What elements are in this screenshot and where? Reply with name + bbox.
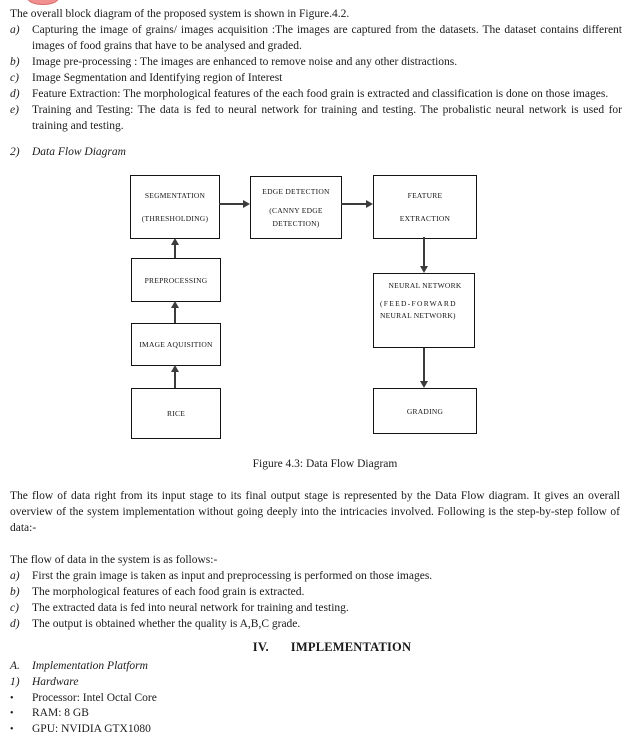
intro-line: The overall block diagram of the proposed system is shown in Figure.4.2. (10, 8, 350, 20)
heading-title: IMPLEMENTATION (290, 640, 412, 654)
list-text: The morphological features of each food grain is extracted. (32, 586, 305, 598)
bullet-text: RAM: 8 GB (32, 707, 89, 720)
arrowhead-right-icon (366, 200, 373, 208)
flow-item-b (10, 584, 622, 600)
box-label: (CANNY EDGE (269, 206, 323, 215)
arrow-preprocessing-to-segmentation (174, 244, 176, 258)
heading-number: IV. (252, 640, 269, 654)
bullet-processor (10, 691, 622, 707)
list-item-b (10, 54, 622, 70)
diagram-box-rice (131, 388, 221, 439)
list-text: The extracted data is fed into neural network for training and testing. (32, 602, 349, 614)
box-label: RICE (166, 409, 186, 418)
bullet-icon: • (10, 724, 14, 736)
arrow-imageaquisition-to-preprocessing (174, 307, 176, 323)
list-marker: d) (10, 618, 20, 630)
arrowhead-down-icon (420, 381, 428, 388)
list-item-e (10, 102, 622, 134)
diagram-box-edge-detection (250, 176, 342, 239)
list-item-a (10, 22, 622, 54)
diagram-box-feature-extraction (373, 175, 477, 239)
diagram-box-neural-network (373, 273, 475, 348)
list-marker: 1) (10, 675, 20, 688)
list-marker: a) (10, 24, 20, 36)
box-label: GRADING (406, 406, 444, 416)
list-marker: b) (10, 586, 20, 598)
list-item-c (10, 70, 622, 86)
arrowhead-down-icon (420, 266, 428, 273)
hardware-line (10, 675, 622, 691)
box-label: (FEED-FORWARD (380, 299, 457, 308)
bullet-icon: • (10, 692, 14, 704)
figure-caption: Figure 4.3: Data Flow Diagram (252, 458, 398, 470)
flow-item-a (10, 568, 622, 584)
list-text: Training and Testing: The data is fed to neural network for training and testing. The probalistic neural network is used for training and testing. (32, 104, 622, 132)
arrow-neural-to-grading (423, 348, 425, 382)
bullet-icon: • (10, 708, 14, 720)
intro-section (10, 6, 622, 160)
box-label: IMAGE AQUISITION (139, 340, 213, 349)
box-label: (THRESHOLDING) (141, 214, 209, 224)
section-marker: 2) (10, 146, 20, 158)
list-text: First the grain image is taken as input and preprocessing is performed on those images. (32, 570, 433, 582)
paragraph-dataflow-overview: The flow of data right from its input stage to its final output stage is represented by the Data Flow diagram. It gives an overall overview of the system implementation without going deeply into the intricacies involved. Following is the step-by-step follow of data:- (10, 490, 620, 534)
list-marker: e) (10, 104, 19, 116)
box-label: FEATURE (407, 190, 443, 200)
flow-item-d (10, 616, 622, 632)
hardware-label: Hardware (32, 675, 79, 688)
list-marker: A. (10, 660, 20, 672)
bullet-text: Processor: Intel Octal Core (32, 691, 157, 704)
list-marker: c) (10, 602, 19, 614)
arrowhead-right-icon (243, 200, 250, 208)
section-2-heading (10, 144, 622, 160)
bullet-gpu (10, 722, 622, 738)
diagram-box-grading (373, 388, 477, 434)
diagram-box-preprocessing (131, 258, 221, 302)
flow-steps-section (10, 552, 622, 632)
box-label: EXTRACTION (399, 214, 451, 224)
diagram-box-segmentation (130, 175, 220, 239)
box-label: SEGMENTATION (144, 190, 206, 200)
box-label: PREPROCESSING (144, 275, 208, 285)
list-item-d (10, 86, 622, 102)
platform-line (10, 659, 622, 675)
list-text: Capturing the image of grains/ images acquisition :The images are captured from the datasets. The dataset contains different images of food grains that have to be analysed and graded. (32, 24, 622, 52)
box-label: EDGE DETECTION (262, 187, 330, 196)
arrow-segmentation-to-edge (219, 203, 244, 205)
section-label: Data Flow Diagram (32, 146, 126, 158)
flow-intro-line: The flow of data in the system is as follows:- (10, 554, 218, 566)
section-heading-implementation (17, 640, 630, 655)
list-text: The output is obtained whether the quality is A,B,C grade. (32, 618, 301, 630)
arrow-edge-to-feature (341, 203, 367, 205)
box-label: NEURAL NETWORK) (380, 311, 456, 320)
box-label: NEURAL NETWORK (388, 281, 462, 290)
list-text: Feature Extraction: The morphological features of the each food grain is extracted and classification is done on those images. (32, 88, 609, 100)
list-marker: b) (10, 56, 20, 68)
bullet-ram (10, 706, 622, 722)
platform-label: Implementation Platform (32, 660, 148, 672)
arrow-feature-to-neural (423, 237, 425, 267)
list-text: Image Segmentation and Identifying region of Interest (32, 72, 283, 84)
clipped-red-badge (27, 0, 59, 5)
flow-item-c (10, 600, 622, 616)
diagram-box-image-aquisition (131, 323, 221, 366)
list-marker: a) (10, 570, 20, 582)
data-flow-diagram (0, 170, 630, 442)
list-marker: d) (10, 88, 20, 100)
arrow-rice-to-imageaquisition (174, 371, 176, 388)
implementation-platform-section (10, 659, 622, 738)
box-label: DETECTION) (272, 219, 320, 228)
list-marker: c) (10, 72, 19, 84)
list-text: Image pre-processing : The images are enhanced to remove noise and any other distractions. (32, 56, 458, 68)
bullet-text: GPU: NVIDIA GTX1080 (32, 723, 151, 736)
